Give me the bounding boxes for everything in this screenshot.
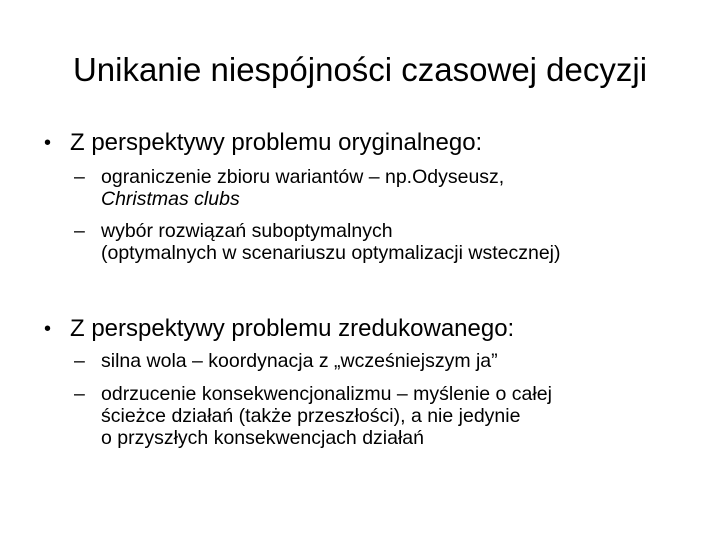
dash-icon: –: [74, 166, 85, 188]
dash-icon: –: [74, 350, 85, 372]
bullet-text: Z perspektywy problemu oryginalnego:: [70, 129, 483, 156]
sub-item-text: [101, 383, 691, 449]
bullet-icon: •: [44, 132, 52, 154]
bullet-text: Z perspektywy problemu zredukowanego:: [70, 315, 515, 342]
sub-item-line: ograniczenie zbioru wariantów – np.Odyseusz,: [101, 166, 505, 188]
sub-item-line: Christmas clubs: [101, 188, 240, 210]
bullet-icon: •: [44, 318, 52, 340]
sub-item-text: [101, 220, 691, 264]
sub-item-line: (optymalnych w scenariuszu optymalizacji wstecznej): [101, 242, 561, 264]
sub-item-line: ścieżce działań (także przeszłości), a nie jedynie: [101, 405, 521, 427]
sub-item-text: [101, 166, 691, 210]
dash-icon: –: [74, 220, 85, 242]
slide-title: Unikanie niespójności czasowej decyzji: [72, 51, 648, 88]
sub-item-line: silna wola – koordynacja z „wcześniejszym ja”: [101, 350, 498, 372]
sub-item-text: [101, 350, 691, 372]
sub-item-line: o przyszłych konsekwencjach działań: [101, 427, 424, 449]
sub-item-line: odrzucenie konsekwencjonalizmu – myślenie o całej: [101, 383, 552, 405]
sub-item-line: wybór rozwiązań suboptymalnych: [101, 220, 393, 242]
dash-icon: –: [74, 383, 85, 405]
